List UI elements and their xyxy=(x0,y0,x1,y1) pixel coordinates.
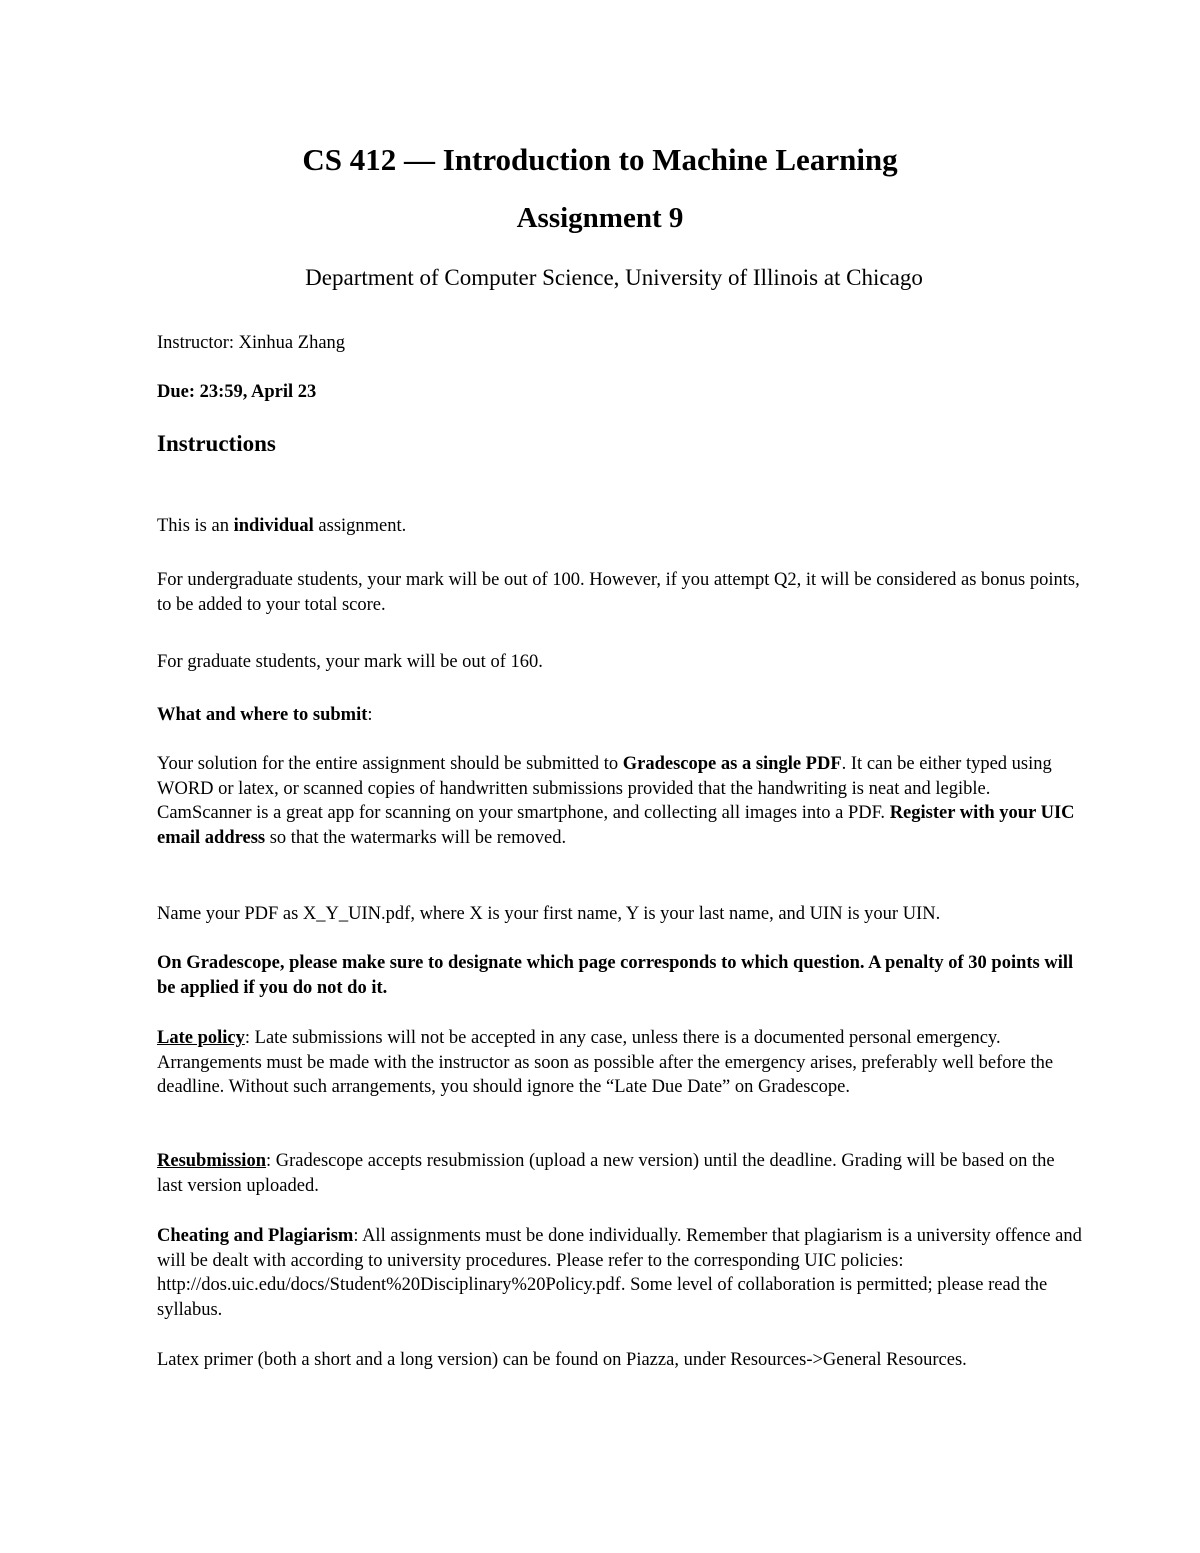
what-where-post: : xyxy=(367,705,373,725)
individual-bold: individual xyxy=(233,516,314,536)
cheating-text: : All assignments must be done individually. Remember that plagiarism is a university offence and will be dealt with according to university procedures. Please refer to the corresponding UIC policies: http://dos.uic.edu/docs/Student%20Disciplinary%20Policy.pdf. Some level of collaboration is permitted; please read the syllabus. xyxy=(157,1226,1082,1320)
assignment-title: Assignment 9 xyxy=(516,202,684,234)
solution-text-3: so that the watermarks will be removed. xyxy=(265,827,567,848)
course-title: CS 412 — Introduction to Machine Learning xyxy=(302,142,898,177)
instructor-line: Instructor: Xinhua Zhang xyxy=(157,333,346,353)
designate-paragraph: On Gradescope, please make sure to designate which page corresponds to which question. A penalty of 30 points will be applied if you do not do it. xyxy=(157,953,1074,998)
latex-paragraph: Latex primer (both a short and a long version) can be found on Piazza, under Resources->General Resources. xyxy=(157,1350,967,1370)
solution-text-1: Your solution for the entire assignment should be submitted to xyxy=(157,754,623,774)
individual-paragraph xyxy=(157,514,1082,539)
instructions-heading: Instructions xyxy=(157,431,276,456)
late-policy-text: : Late submissions will not be accepted in any case, unless there is a documented personal emergency. Arrangements must be made with the instructor as soon as possible after the emergency arises, preferably well before the deadline. Without such arrangements, you should ignore the “Late Due Date” on Gradescope. xyxy=(157,1028,1054,1097)
individual-pre: This is an xyxy=(157,516,234,536)
late-policy-label: Late policy xyxy=(157,1028,245,1048)
undergrad-paragraph: For undergraduate students, your mark will be out of 100. However, if you attempt Q2, it will be considered as bonus points, to be added to your total score. xyxy=(157,570,1080,615)
solution-bold-2: Register with your UIC email address xyxy=(157,803,1075,848)
department-line: Department of Computer Science, University of Illinois at Chicago xyxy=(305,265,923,290)
resubmission-paragraph xyxy=(157,1149,1082,1198)
cheating-paragraph xyxy=(157,1224,1082,1322)
resubmission-label: Resubmission xyxy=(157,1151,266,1171)
due-date: Due: 23:59, April 23 xyxy=(157,382,317,402)
individual-post: assignment. xyxy=(313,516,407,536)
naming-paragraph: Name your PDF as X_Y_UIN.pdf, where X is your first name, Y is your last name, and UIN is your UIN. xyxy=(157,904,941,924)
cheating-label: Cheating and Plagiarism xyxy=(157,1226,354,1246)
grad-paragraph: For graduate students, your mark will be out of 160. xyxy=(157,652,543,672)
what-where-heading xyxy=(157,703,1082,728)
what-where-bold: What and where to submit xyxy=(157,705,368,725)
solution-text-2: . It can be either typed using WORD or latex, or scanned copies of handwritten submissions provided that the handwriting is neat and legible. CamScanner is a great app for scanning on your smartphone, and collecting all images into a PDF. xyxy=(157,754,1052,823)
solution-bold-1: Gradescope as a single PDF xyxy=(622,754,842,774)
solution-paragraph xyxy=(157,752,1082,850)
late-policy-paragraph xyxy=(157,1026,1082,1100)
resubmission-text: : Gradescope accepts resubmission (upload a new version) until the deadline. Grading will be based on the last version uploaded. xyxy=(157,1151,1055,1196)
